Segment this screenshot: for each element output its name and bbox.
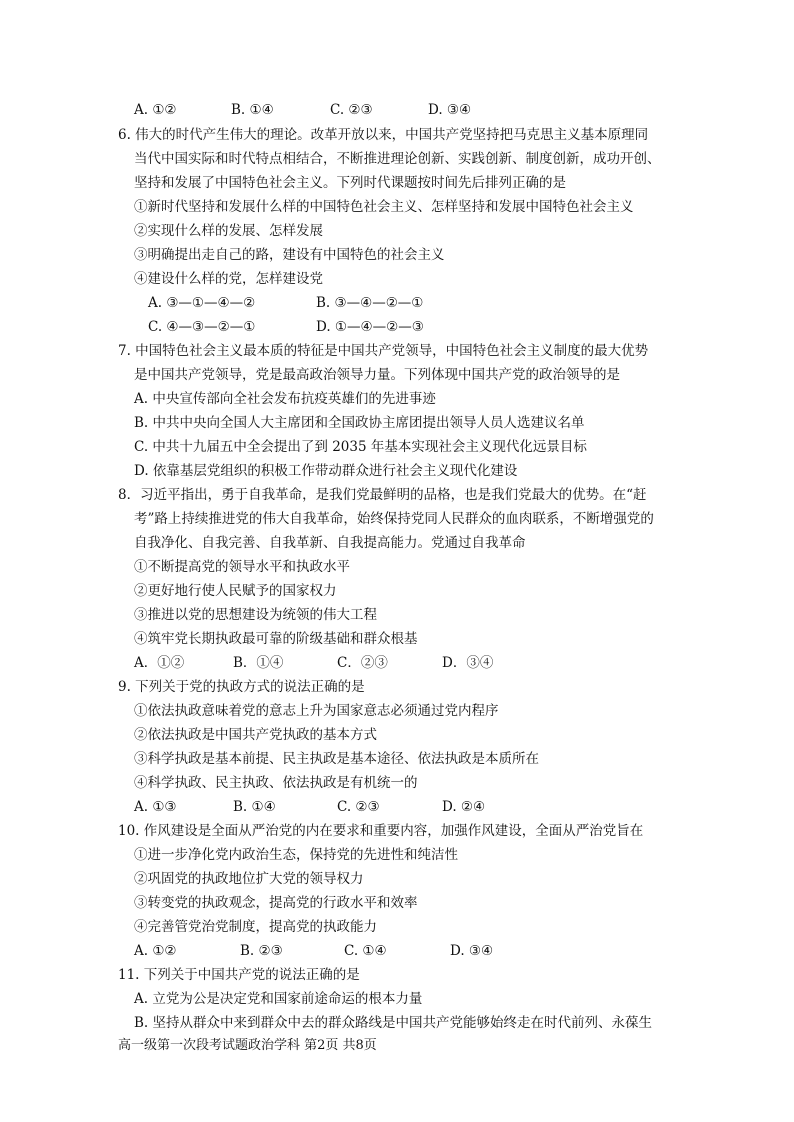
q11-option-b: B. 坚持从群众中来到群众中去的群众路线是中国共产党能够始终走在时代前列、永葆生: [134, 1015, 653, 1031]
q9-option-b: B. ①④: [233, 799, 276, 815]
q8-option-d: D．③④: [442, 655, 494, 671]
q8-item: ③推进以党的思想建设为统领的伟大工程: [134, 607, 377, 623]
q11-stem-line: 11. 下列关于中国共产党的说法正确的是: [118, 967, 360, 983]
q8-stem-line: 自我净化、自我完善、自我革新、自我提高能力。党通过自我革命: [134, 535, 526, 551]
q7-stem-line: 是中国共产党领导，党是最高政治领导力量。下列体现中国共产党的政治领导的是: [134, 367, 620, 383]
q10-option-d: D. ③④: [450, 943, 494, 959]
q10-item: ③转变党的执政观念，提高党的行政水平和效率: [134, 895, 418, 911]
q7-stem-line: 7. 中国特色社会主义最本质的特征是中国共产党领导，中国特色社会主义制度的最大优势: [118, 343, 649, 359]
q10-option-b: B. ②③: [240, 943, 283, 959]
q7-option-c: C. 中共十九届五中全会提出了到 2035 年基本实现社会主义现代化远景目标: [134, 439, 587, 455]
q6-option-d: D. ①—④—②—③: [316, 319, 424, 335]
q6-stem-line: 当代中国实际和时代特点相结合，不断推进理论创新、实践创新、制度创新，成功开创、: [134, 151, 661, 167]
q6-item: ③明确提出走自己的路，建设有中国特色的社会主义: [134, 247, 445, 263]
q6-stem-line: 坚持和发展了中国特色社会主义。下列时代课题按时间先后排列正确的是: [134, 175, 566, 191]
q9-item: ④科学执政、民主执政、依法执政是有机统一的: [134, 775, 418, 791]
q6-option-a: A. ③—①—④—②: [148, 295, 256, 311]
q10-item: ④完善管党治党制度，提高党的执政能力: [134, 919, 377, 935]
q8-item: ①不断提高党的领导水平和执政水平: [134, 559, 350, 575]
q6-option-b: B. ③—④—②—①: [316, 295, 424, 311]
q6-item: ④建设什么样的党，怎样建设党: [134, 271, 323, 287]
q8-stem-line: 考”路上持续推进党的伟大自我革命，始终保持党同人民群众的血肉联系，不断增强党的: [134, 511, 654, 527]
q9-option-c: C. ②③: [337, 799, 380, 815]
q9-option-a: A. ①③: [134, 799, 177, 815]
option-a: A. ①②: [134, 102, 177, 118]
q7-option-a: A. 中央宣传部向全社会发布抗疫英雄们的先进事迹: [134, 391, 436, 407]
option-d: D. ③④: [428, 102, 472, 118]
q10-stem-line: 10. 作风建设是全面从严治党的内在要求和重要内容，加强作风建设，全面从严治党旨在: [118, 823, 644, 839]
q8-stem-line: 8．习近平指出，勇于自我革命，是我们党最鲜明的品格，也是我们党最大的优势。在“赶: [118, 487, 647, 503]
q6-stem-line: 6. 伟大的时代产生伟大的理论。改革开放以来，中国共产党坚持把马克思主义基本原理同: [118, 127, 649, 143]
q8-option-b: B．①④: [233, 655, 284, 671]
page-footer: 高一级第一次段考试题政治学科 第2页 共8页: [118, 1038, 377, 1053]
q7-option-b: B. 中共中央向全国人大主席团和全国政协主席团提出领导人员人选建议名单: [134, 415, 585, 431]
q10-option-a: A. ①②: [134, 943, 177, 959]
q9-item: ②依法执政是中国共产党执政的基本方式: [134, 727, 377, 743]
q9-option-d: D. ②④: [442, 799, 486, 815]
q8-option-c: C．②③: [337, 655, 388, 671]
q10-item: ①进一步净化党内政治生态，保持党的先进性和纯洁性: [134, 847, 458, 863]
q9-item: ③科学执政是基本前提、民主执政是基本途径、依法执政是本质所在: [134, 751, 539, 767]
q10-item: ②巩固党的执政地位扩大党的领导权力: [134, 871, 364, 887]
q6-option-c: C. ④—③—②—①: [148, 319, 256, 335]
q8-item: ②更好地行使人民赋予的国家权力: [134, 583, 337, 599]
q9-item: ①依法执政意味着党的意志上升为国家意志必须通过党内程序: [134, 703, 499, 719]
option-c: C. ②③: [330, 102, 373, 118]
q6-item: ①新时代坚持和发展什么样的中国特色社会主义、怎样坚持和发展中国特色社会主义: [134, 199, 634, 215]
q6-item: ②实现什么样的发展、怎样发展: [134, 223, 323, 239]
q7-option-d: D. 依靠基层党组织的积极工作带动群众进行社会主义现代化建设: [134, 463, 518, 479]
q10-option-c: C. ①④: [344, 943, 387, 959]
q8-option-a: A．①②: [134, 655, 185, 671]
option-b: B. ①④: [231, 102, 274, 118]
q8-item: ④筑牢党长期执政最可靠的阶级基础和群众根基: [134, 631, 418, 647]
q11-option-a: A. 立党为公是决定党和国家前途命运的根本力量: [134, 991, 423, 1007]
q9-stem-line: 9. 下列关于党的执政方式的说法正确的是: [118, 679, 365, 695]
